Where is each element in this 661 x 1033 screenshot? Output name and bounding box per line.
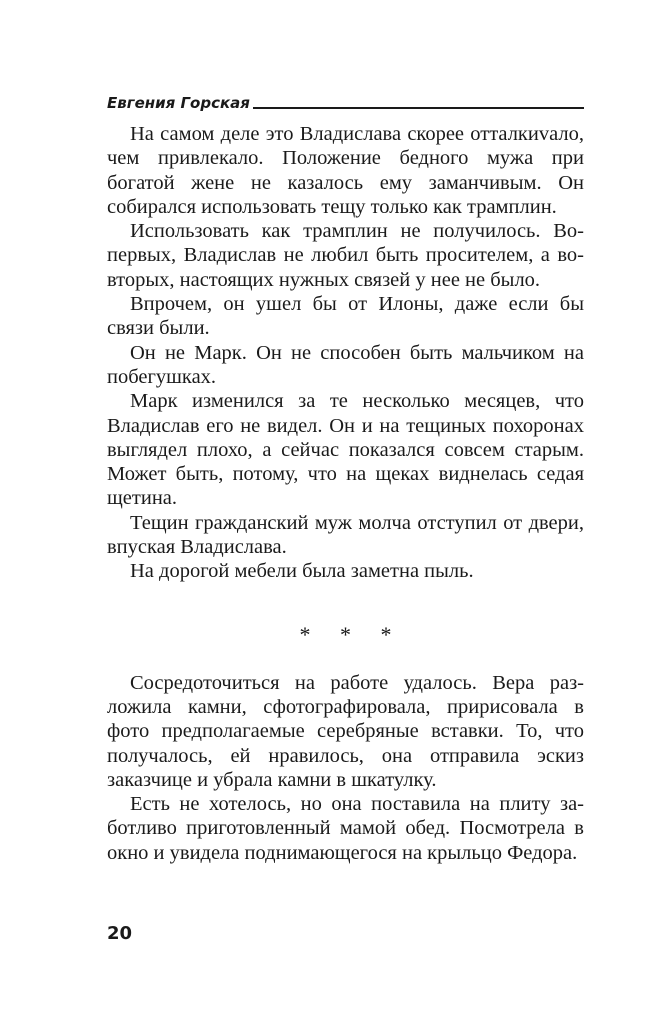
paragraph: Впрочем, он ушел бы от Илоны, даже если бы связи были.: [107, 293, 584, 340]
paragraph: На дорогой мебели была заметна пыль.: [130, 560, 474, 583]
paragraph: Марк изменился за те несколько месяцев, что Владислав его не видел. Он и на тещиных похоронах выглядел плохо, а сейчас показался совсем старым. Может быть, потому, что на щеках виднелась седая щетина.: [107, 390, 584, 510]
section-separator: * * *: [299, 621, 404, 647]
book-page: [107, 88, 584, 865]
paragraph: Тещин гражданский муж молча отступил от двери, впуская Владислава.: [107, 511, 584, 559]
paragraph: Сосредоточиться на работе удалось. Вера разложила камни, сфотографировала, пририсовала в фото предполагаемые серебряные вставки. То, что получалось, ей нравилось, она отправила эскиз заказчице и убрала камни в шкатулку.: [107, 671, 584, 791]
running-header: [107, 88, 584, 112]
paragraph: Он не Марк. Он не способен быть мальчиком на побегушках.: [107, 341, 584, 388]
author-name: Евгения Горская: [107, 94, 250, 112]
paragraph: Есть не хотелось, но она поставила на плиту заботливо приготовленный мамой обед. Посмотрела в окно и увидела поднимающегося на крыльцо Федора.: [107, 793, 584, 864]
paragraph: На самом деле это Владислава скорее отталкиvало, чем привлекало. Положение бедного мужа при богатой жене не казалось ему заманчивым. Он собирался использовать тещу только как трамплин.: [107, 123, 584, 218]
body-text: [107, 122, 584, 865]
page-number: 20: [107, 923, 133, 944]
header-rule: [253, 107, 584, 109]
paragraph: Использовать как трамплин не получилось. Во-первых, Владислав не любил быть просителем, а во-вторых, настоящих нужных связей у нее не было.: [107, 220, 584, 291]
